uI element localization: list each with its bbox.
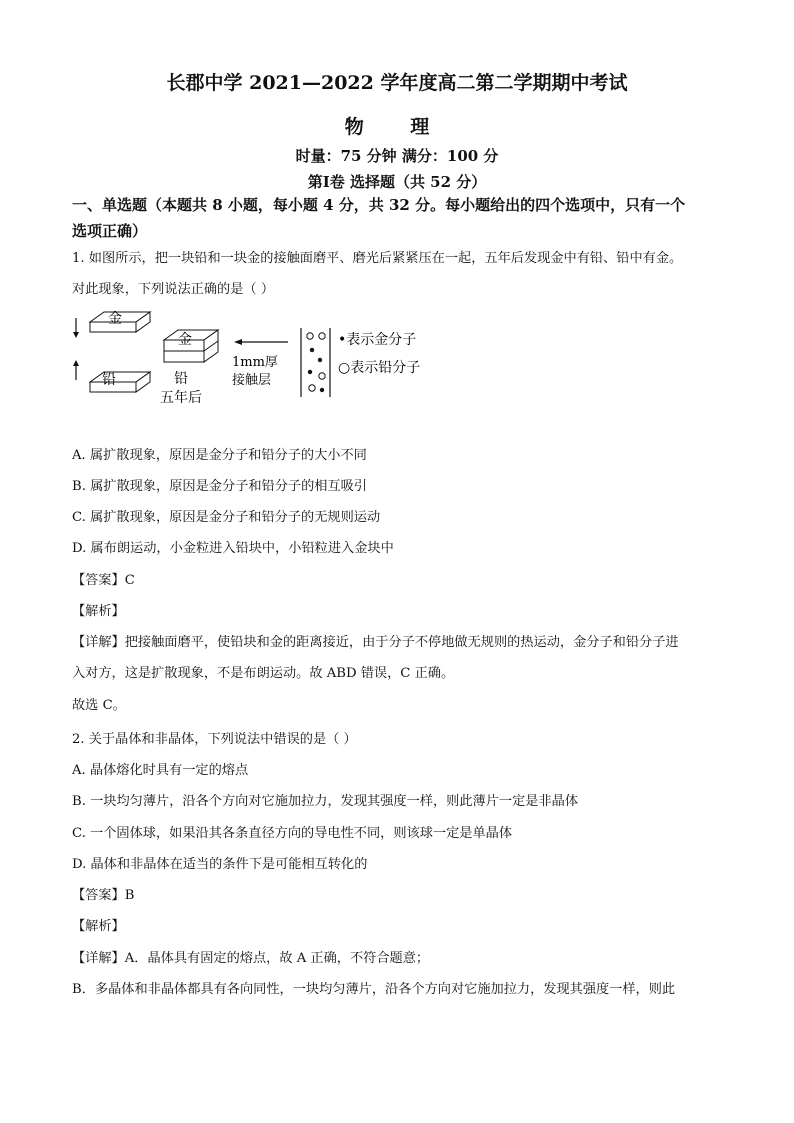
q1-option-b: B. 属扩散现象，原因是金分子和铅分子的相互吸引	[72, 479, 368, 494]
q1-answer: 【答案】C	[72, 573, 135, 588]
q2-option-d: D. 晶体和非晶体在适当的条件下是可能相互转化的	[72, 857, 368, 872]
q1-detail-1: 【详解】把接触面磨平，使铅块和金的距离接近，由于分子不停地做无规则的热运动，金分子和铅分子进	[72, 635, 679, 650]
q1-diffusion-figure	[72, 300, 492, 410]
q2-option-a: A. 晶体熔化时具有一定的熔点	[72, 763, 249, 778]
q2-detail-1: 【详解】A．晶体具有固定的熔点，故 A 正确，不符合题意；	[72, 951, 430, 966]
q1-detail-3: 故选 C。	[72, 698, 126, 713]
q2-option-c: C. 一个固体球，如果沿其各条直径方向的导电性不同，则该球一定是单晶体	[72, 826, 513, 841]
section1-heading-1: 一、单选题（本题共 8 小题，每小题 4 分，共 32 分。每小题给出的四个选项中，只有一个	[72, 196, 686, 214]
contact-layer	[301, 328, 330, 397]
subject-title: 物 理	[344, 116, 450, 138]
q2-answer: 【答案】B	[72, 888, 135, 903]
stacked-block	[160, 330, 218, 406]
layer-label-2: 接触层	[232, 373, 272, 388]
q1-detail-2: 入对方，这是扩散现象，不是布朗运动。故 ABD 错误，C 正确。	[72, 666, 455, 681]
lead-block	[90, 372, 150, 392]
five-years-label: 五年后	[160, 390, 202, 406]
q1-stem-1: 1. 如图所示，把一块铅和一块金的接触面磨平、磨光后紧紧压在一起，五年后发现金中有铅、铅中有金。	[72, 251, 683, 266]
legend-gold: •表示金分子	[338, 332, 417, 348]
lead-label: 铅	[102, 372, 116, 388]
exam-title: 长郡中学 2021—2022 学年度高二第二学期期中考试	[166, 72, 628, 94]
gold-block	[90, 311, 150, 332]
left-arrow-icon	[234, 339, 288, 345]
section1-heading-2: 选项正确）	[72, 222, 148, 240]
q2-option-b: B. 一块均匀薄片，沿各个方向对它施加拉力，发现其强度一样，则此薄片一定是非晶体	[72, 794, 579, 809]
part-title: 第Ⅰ卷 选择题（共 52 分）	[307, 173, 487, 191]
q1-option-a: A. 属扩散现象，原因是金分子和铅分子的大小不同	[72, 448, 367, 463]
time-score: 时量：75 分钟 满分：100 分	[295, 147, 499, 165]
gold-label: 金	[108, 311, 122, 327]
down-arrow-icon	[73, 318, 79, 338]
q1-analysis: 【解析】	[72, 604, 125, 619]
stacked-gold-label: 金	[178, 332, 192, 348]
q2-stem: 2. 关于晶体和非晶体，下列说法中错误的是（ ）	[72, 732, 357, 747]
stacked-lead-label: 铅	[174, 371, 188, 387]
up-arrow-icon	[73, 360, 79, 380]
q2-analysis: 【解析】	[72, 919, 125, 934]
legend-lead: ○表示铅分子	[338, 360, 421, 376]
q1-option-d: D. 属布朗运动，小金粒进入铅块中，小铅粒进入金块中	[72, 541, 394, 556]
q1-option-c: C. 属扩散现象，原因是金分子和铅分子的无规则运动	[72, 510, 381, 525]
q1-stem-2: 对此现象，下列说法正确的是（ ）	[72, 282, 275, 297]
q2-detail-2: B．多晶体和非晶体都具有各向同性，一块均匀薄片，沿各个方向对它施加拉力，发现其强度一样，则此	[72, 982, 676, 997]
layer-label-1: 1mm厚	[232, 355, 278, 370]
